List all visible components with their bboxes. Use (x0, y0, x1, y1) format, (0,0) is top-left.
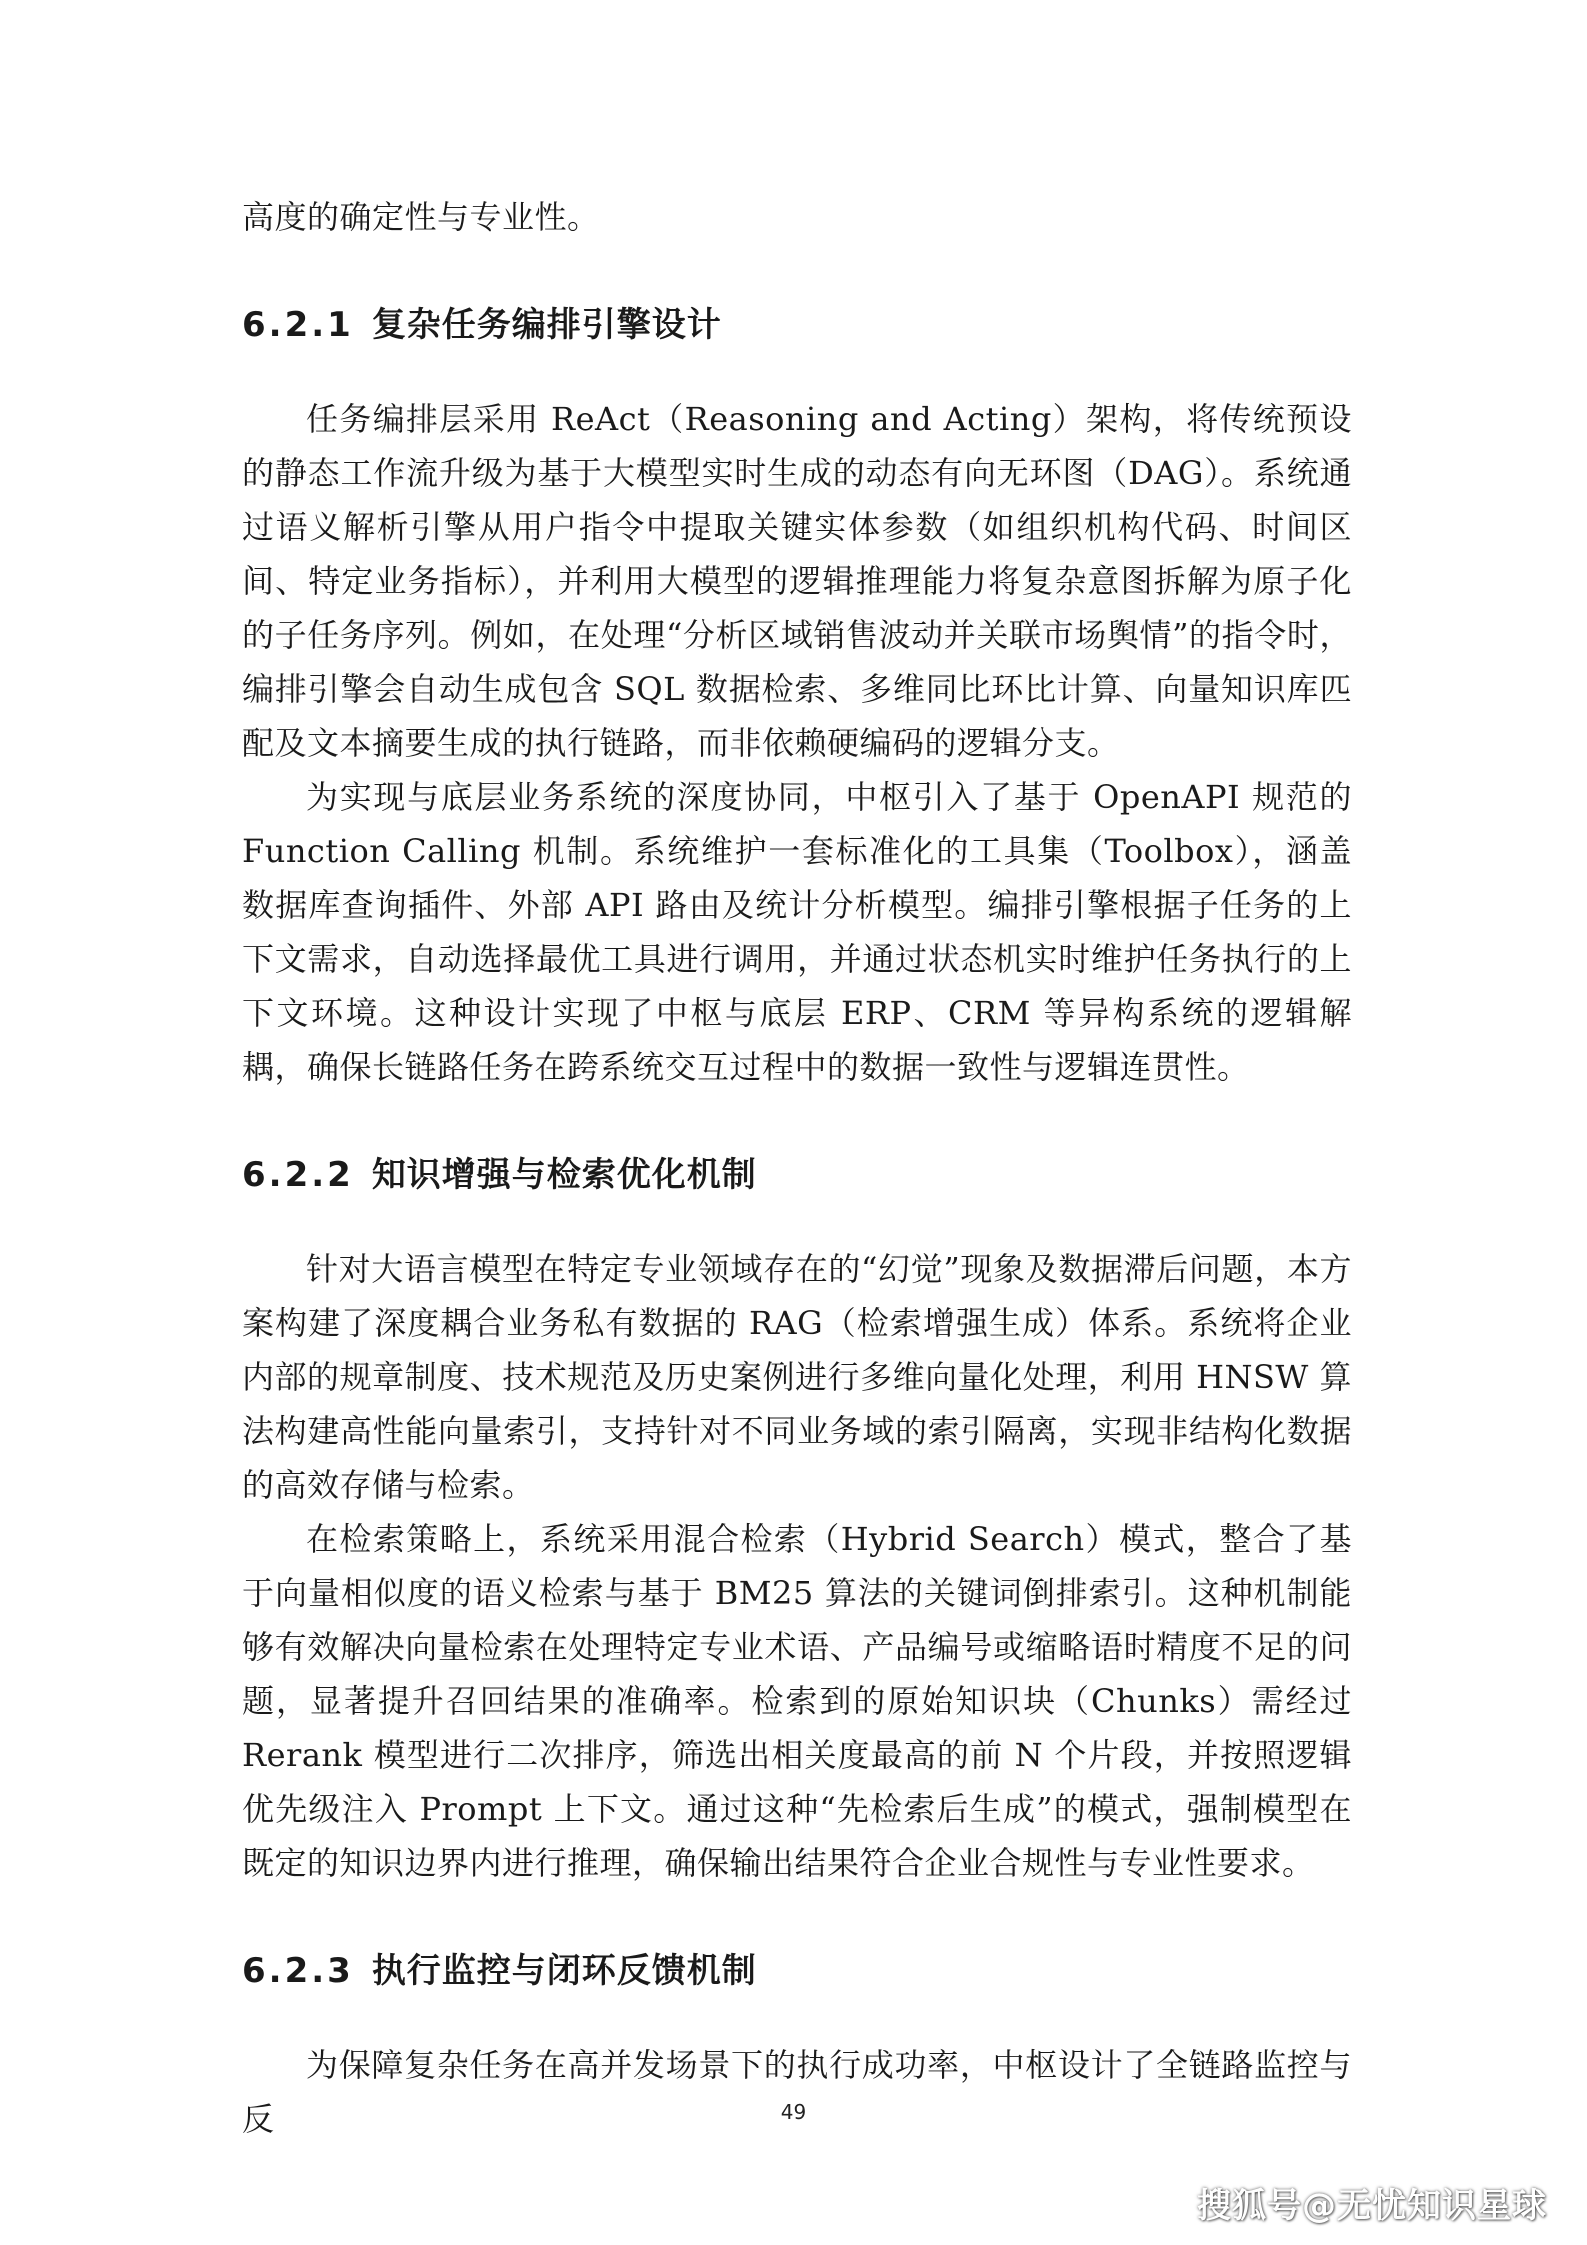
body-paragraph: 针对大语言模型在特定专业领域存在的“幻觉”现象及数据滞后问题，本方案构建了深度耦合业务私有数据的 RAG（检索增强生成）体系。系统将企业内部的规章制度、技术规范及历史案例进行多维向量化处理，利用 HNSW 算法构建高性能向量索引，支持针对不同业务域的索引隔离，实现非结构化数据的高效存储与检索。 (242, 1250, 1352, 1504)
section-heading (242, 298, 1352, 352)
body-paragraph: 在检索策略上，系统采用混合检索（Hybrid Search）模式，整合了基于向量相似度的语义检索与基于 BM25 算法的关键词倒排索引。这种机制能够有效解决向量检索在处理特定专业术语、产品编号或缩略语时精度不足的问题，显著提升召回结果的准确率。检索到的原始知识块（Chunks）需经过 Rerank 模型进行二次排序，筛选出相关度最高的前 N 个片段，并按照逻辑优先级注入 Prompt 上下文。通过这种“先检索后生成”的模式，强制模型在既定的知识边界内进行推理，确保输出结果符合企业合规性与专业性要求。 (242, 1520, 1352, 1882)
body-paragraph: 为保障复杂任务在高并发场景下的执行成功率，中枢设计了全链路监控与反 (242, 2046, 1352, 2138)
body-paragraph: 任务编排层采用 ReAct（Reasoning and Acting）架构，将传统预设的静态工作流升级为基于大模型实时生成的动态有向无环图（DAG）。系统通过语义解析引擎从用户指令中提取关键实体参数（如组织机构代码、时间区间、特定业务指标），并利用大模型的逻辑推理能力将复杂意图拆解为原子化的子任务序列。例如，在处理“分析区域销售波动并关联市场舆情”的指令时，编排引擎会自动生成包含 SQL 数据检索、多维同比环比计算、向量知识库匹配及文本摘要生成的执行链路，而非依赖硬编码的逻辑分支。 (242, 400, 1352, 762)
section-6-2-1 (242, 298, 1352, 1094)
section-title: 知识增强与检索优化机制 (371, 1155, 757, 1195)
section-6-2-2 (242, 1148, 1352, 1890)
section-title: 复杂任务编排引擎设计 (371, 305, 722, 345)
section-title: 执行监控与闭环反馈机制 (371, 1951, 757, 1991)
source-watermark: 搜狐号@无忧知识星球 (1197, 2186, 1547, 2226)
section-heading (242, 1944, 1352, 1998)
section-number: 6.2.2 (242, 1155, 354, 1195)
document-page (242, 190, 1352, 2146)
intro-tail-paragraph: 高度的确定性与专业性。 (242, 198, 600, 236)
section-heading (242, 1148, 1352, 1202)
section-number: 6.2.3 (242, 1951, 354, 1991)
section-number: 6.2.1 (242, 305, 354, 345)
page-number: 49 (780, 2100, 807, 2124)
body-paragraph: 为实现与底层业务系统的深度协同，中枢引入了基于 OpenAPI 规范的 Function Calling 机制。系统维护一套标准化的工具集（Toolbox），涵盖数据库查询插件、外部 API 路由及统计分析模型。编排引擎根据子任务的上下文需求，自动选择最优工具进行调用，并通过状态机实时维护任务执行的上下文环境。这种设计实现了中枢与底层 ERP、CRM 等异构系统的逻辑解耦，确保长链路任务在跨系统交互过程中的数据一致性与逻辑连贯性。 (242, 778, 1352, 1086)
